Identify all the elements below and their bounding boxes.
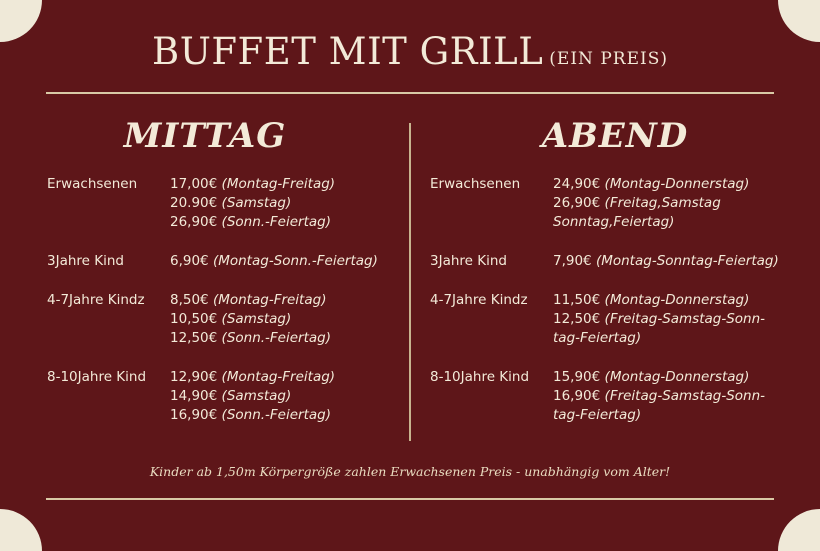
price-amount: 17,00€ xyxy=(170,176,218,192)
age-group-label: 8-10Jahre Kind xyxy=(430,369,530,385)
price-lines xyxy=(170,252,437,271)
price-row xyxy=(47,368,437,425)
price-amount: 16,90€ xyxy=(170,407,218,423)
price-row xyxy=(47,252,437,271)
price-amount: 6,90€ xyxy=(170,253,209,269)
title-main: BUFFET MIT GRILL xyxy=(152,30,544,73)
footnote: Kinder ab 1,50m Körpergröße zahlen Erwachsenen Preis - unabhängig vom Alter! xyxy=(149,464,671,479)
price-note: (Freitag-Samstag-Sonn- xyxy=(604,388,766,404)
price-lines xyxy=(553,368,820,425)
price-amount: 16,90€ xyxy=(553,388,601,404)
price-line xyxy=(553,406,820,425)
corner-notch xyxy=(0,509,42,551)
age-group-label: 3Jahre Kind xyxy=(47,253,124,269)
title-sub: (EIN PREIS) xyxy=(549,49,668,69)
price-line xyxy=(170,252,437,271)
abend-heading: ABEND xyxy=(541,116,689,156)
price-row xyxy=(430,252,820,271)
abend-price-list xyxy=(430,175,820,445)
price-line xyxy=(553,310,820,329)
age-group-label: Erwachsenen xyxy=(430,176,521,192)
price-line xyxy=(553,213,820,232)
price-line xyxy=(170,329,437,348)
price-amount: 10,50€ xyxy=(170,311,218,327)
corner-notch xyxy=(778,509,820,551)
price-amount: 12,90€ xyxy=(170,369,218,385)
price-note: (Montag-Freitag) xyxy=(221,176,336,192)
price-amount: 8,50€ xyxy=(170,292,209,308)
price-row xyxy=(47,291,437,348)
age-group-label: Erwachsenen xyxy=(47,176,138,192)
price-lines xyxy=(170,291,437,348)
price-line xyxy=(170,213,437,232)
price-line xyxy=(170,368,437,387)
price-line xyxy=(553,329,820,348)
price-row xyxy=(430,291,820,348)
mittag-heading: MITTAG xyxy=(123,116,287,156)
price-note: (Montag-Donnerstag) xyxy=(604,369,750,385)
price-note: (Samstag) xyxy=(221,388,292,404)
mittag-price-list xyxy=(47,175,437,445)
price-note: (Freitag,Samstag xyxy=(604,195,721,211)
price-note: (Samstag) xyxy=(221,195,292,211)
price-lines xyxy=(553,252,820,271)
price-amount: 24,90€ xyxy=(553,176,601,192)
age-group-label: 8-10Jahre Kind xyxy=(47,369,147,385)
price-lines xyxy=(553,175,820,232)
price-amount: 15,90€ xyxy=(553,369,601,385)
price-line xyxy=(553,291,820,310)
price-amount: 26,90€ xyxy=(553,195,601,211)
price-note: (Montag-Freitag) xyxy=(221,369,336,385)
price-note: (Sonn.-Feiertag) xyxy=(221,214,331,230)
price-note: (Freitag-Samstag-Sonn- xyxy=(604,311,766,327)
price-line xyxy=(170,310,437,329)
top-rule xyxy=(46,92,774,94)
price-amount: 7,90€ xyxy=(553,253,592,269)
price-note: (Samstag) xyxy=(221,311,292,327)
age-group-label: 4-7Jahre Kindz xyxy=(430,292,528,308)
price-line xyxy=(170,387,437,406)
page-title xyxy=(0,30,820,73)
price-amount: 12,50€ xyxy=(553,311,601,327)
price-lines xyxy=(170,368,437,425)
price-row xyxy=(430,175,820,232)
price-note: tag-Feiertag) xyxy=(553,407,642,423)
price-line xyxy=(170,406,437,425)
price-note: (Montag-Sonntag-Feiertag) xyxy=(595,253,779,269)
price-line xyxy=(553,368,820,387)
price-line xyxy=(553,175,820,194)
price-lines xyxy=(170,175,437,232)
price-amount: 20.90€ xyxy=(170,195,218,211)
price-lines xyxy=(553,291,820,348)
price-note: Sonntag,Feiertag) xyxy=(553,214,675,230)
age-group-label: 3Jahre Kind xyxy=(430,253,507,269)
price-note: (Montag-Sonn.-Feiertag) xyxy=(212,253,378,269)
price-line xyxy=(170,194,437,213)
price-line xyxy=(553,194,820,213)
price-amount: 26,90€ xyxy=(170,214,218,230)
bottom-rule xyxy=(46,498,774,500)
price-amount: 11,50€ xyxy=(553,292,601,308)
price-line xyxy=(553,252,820,271)
price-line xyxy=(553,387,820,406)
price-note: (Sonn.-Feiertag) xyxy=(221,330,331,346)
price-line xyxy=(170,291,437,310)
price-row xyxy=(430,368,820,425)
price-line xyxy=(170,175,437,194)
price-row xyxy=(47,175,437,232)
price-note: (Sonn.-Feiertag) xyxy=(221,407,331,423)
price-note: (Montag-Donnerstag) xyxy=(604,176,750,192)
age-group-label: 4-7Jahre Kindz xyxy=(47,292,145,308)
price-note: (Montag-Donnerstag) xyxy=(604,292,750,308)
price-amount: 12,50€ xyxy=(170,330,218,346)
price-note: (Montag-Freitag) xyxy=(212,292,327,308)
price-amount: 14,90€ xyxy=(170,388,218,404)
price-note: tag-Feiertag) xyxy=(553,330,642,346)
